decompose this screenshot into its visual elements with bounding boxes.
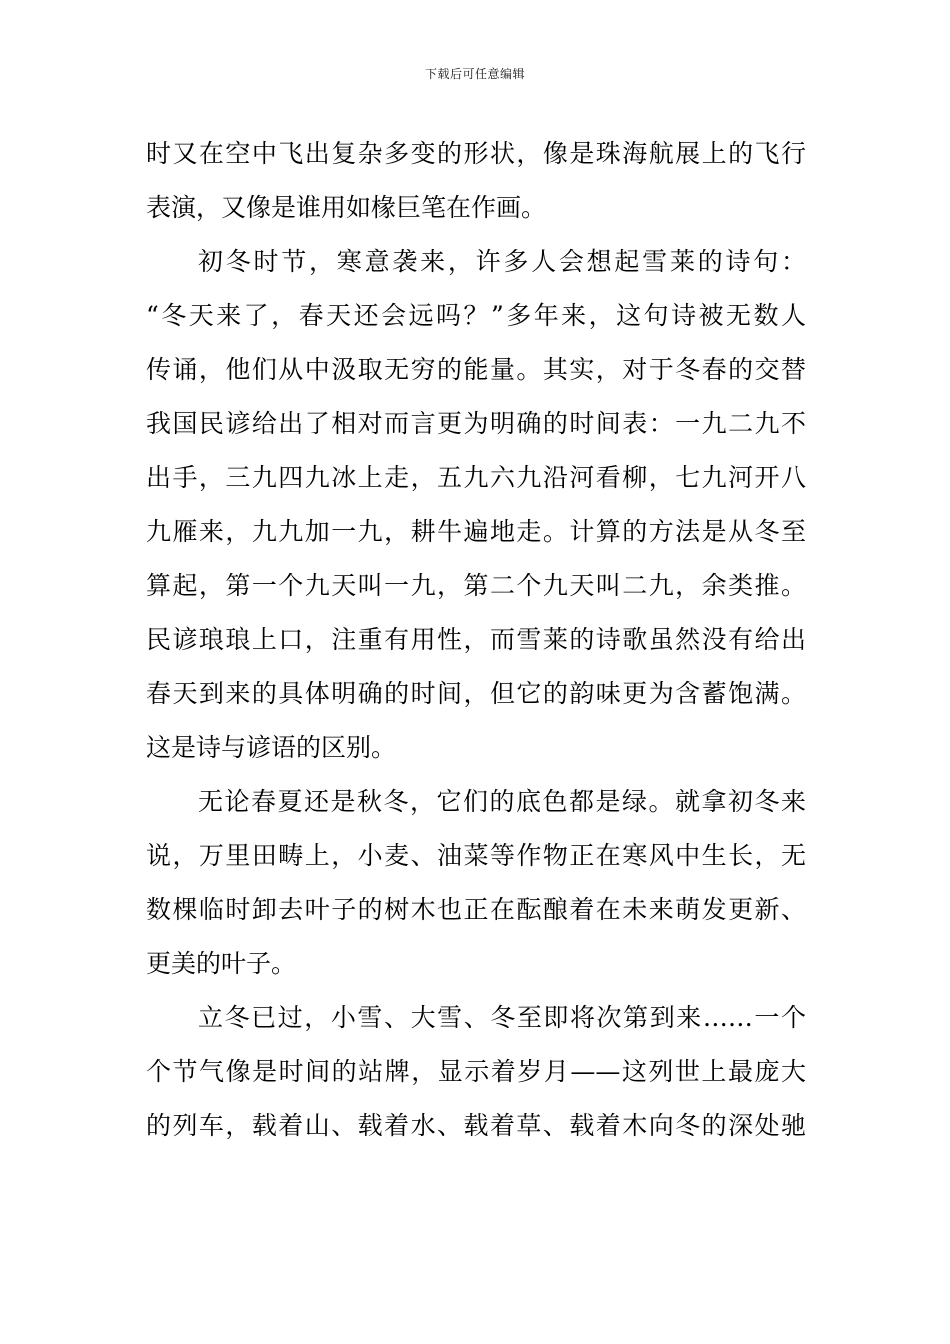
body-text xyxy=(146,127,806,1153)
paragraph xyxy=(146,991,806,1153)
text-line: 个节气像是时间的站牌，显示着岁月——这列世上最庞大 xyxy=(146,1057,806,1086)
paragraph xyxy=(146,235,806,775)
text-line: “冬天来了，春天还会远吗？”多年来，这句诗被无数人 xyxy=(146,301,806,330)
text-line: 初冬时节，寒意袭来，许多人会想起雪莱的诗句： xyxy=(198,247,806,276)
text-line: 数棵临时卸去叶子的树木也正在酝酿着在未来萌发更新、 xyxy=(146,895,806,924)
paragraph xyxy=(146,127,806,235)
text-line: 立冬已过，小雪、大雪、冬至即将次第到来……一个 xyxy=(198,1003,806,1032)
text-line: 表演，又像是谁用如椽巨笔在作画。 xyxy=(146,193,547,222)
text-line: 传诵，他们从中汲取无穷的能量。其实，对于冬春的交替 xyxy=(146,355,806,384)
text-line: 的列车，载着山、载着水、载着草、载着木向冬的深处驰 xyxy=(146,1111,806,1140)
text-line: 出手，三九四九冰上走，五九六九沿河看柳，七九河开八 xyxy=(146,463,806,492)
text-line: 说，万里田畴上，小麦、油菜等作物正在寒风中生长，无 xyxy=(146,841,806,870)
text-line: 民谚琅琅上口，注重有用性，而雪莱的诗歌虽然没有给出 xyxy=(146,625,806,654)
text-line: 更美的叶子。 xyxy=(146,949,297,978)
text-line: 无论春夏还是秋冬，它们的底色都是绿。就拿初冬来 xyxy=(198,787,806,816)
text-line: 这是诗与谚语的区别。 xyxy=(146,733,397,762)
paragraph xyxy=(146,775,806,991)
page-header: 下载后可任意编辑 xyxy=(424,67,525,81)
text-line: 算起，第一个九天叫一九，第二个九天叫二九，余类推。 xyxy=(146,571,806,600)
text-line: 春天到来的具体明确的时间，但它的韵味更为含蓄饱满。 xyxy=(146,679,806,708)
text-line: 时又在空中飞出复杂多变的形状，像是珠海航展上的飞行 xyxy=(146,139,806,168)
text-line: 九雁来，九九加一九，耕牛遍地走。计算的方法是从冬至 xyxy=(146,517,806,546)
text-line: 我国民谚给出了相对而言更为明确的时间表：一九二九不 xyxy=(146,409,806,438)
